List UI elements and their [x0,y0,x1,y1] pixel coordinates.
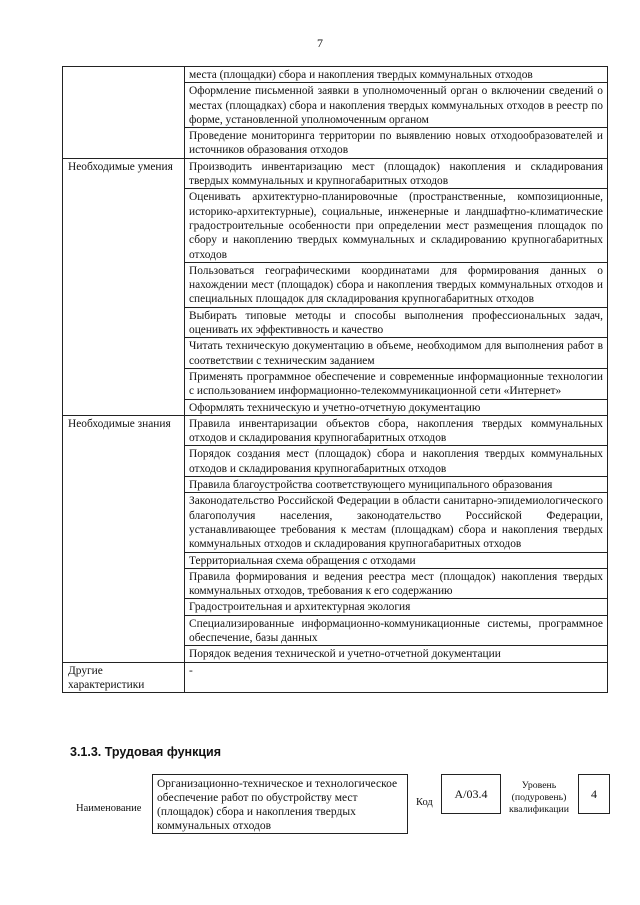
row-item: Территориальная схема обращения с отходами [185,552,608,568]
row-item: Проведение мониторинга территории по выявлению новых отходообразователей и источников образования отходов [185,128,608,159]
row-item: Специализированные информационно-коммуникационные системы, программное обеспечение, базы данных [185,615,608,646]
row-label [63,67,185,159]
function-name: Организационно-техническое и технологическое обеспечение работ по обустройству мест (площадок) сбора и накопления твердых коммунальных отходов [152,774,408,834]
table-row [63,415,608,446]
row-item: Пользоваться географическими координатами для формирования данных о нахождении мест (площадок) сбора и накопления твердых коммунальных отходов и специальных площадок для складирования крупногабаритных отходов [185,262,608,307]
function-code: A/03.4 [441,774,501,814]
row-item: Читать техническую документацию в объеме, необходимом для выполнения работ в соответствии с техническим заданием [185,338,608,369]
page-number: 7 [317,36,323,50]
row-item: Оформлять техническую и учетно-отчетную документацию [185,399,608,415]
row-item: Правила благоустройства соответствующего муниципального образования [185,477,608,493]
skills-table [62,66,608,693]
level-label: Уровень (подуровень) квалификации [508,780,570,815]
section-title: 3.1.3. Трудовая функция [70,745,222,759]
table-row [63,662,608,693]
row-item: Производить инвентаризацию мест (площадок) накопления и складирования твердых коммунальных и крупногабаритных отходов [185,158,608,189]
row-item: Выбирать типовые методы и способы выполнения профессиональных задач, оценивать их эффективность и качество [185,307,608,338]
code-label: Код [416,797,433,808]
row-item: Порядок создания мест (площадок) сбора и накопления твердых коммунальных отходов и складирования крупногабаритных отходов [185,446,608,477]
row-item: Правила формирования и ведения реестра мест (площадок) накопления твердых коммунальных отходов, требования к его содержанию [185,568,608,599]
row-item: Порядок ведения технической и учетно-отчетной документации [185,646,608,662]
row-item: Законодательство Российской Федерации в области санитарно-эпидемиологического благополучия населения, законодательство Российской Федерации, устанавливающее требования к местам (площадкам) сбора и накопления твердых коммунальных отходов и складирования крупногабаритных отходов [185,493,608,552]
row-item: места (площадки) сбора и накопления твердых коммунальных отходов [185,67,608,83]
table-row [63,158,608,189]
row-item: Градостроительная и архитектурная экология [185,599,608,615]
name-label: Наименование [76,803,142,814]
table-row [63,67,608,83]
row-label: Необходимые умения [63,158,185,415]
row-item: Оценивать архитектурно-планировочные (пространственные, композиционные, историко-архитектурные), социальные, инженерные и ландшафтно-климатические градостроительные особенности при определении мест размещения площадок по сбору и накоплению твердых коммунальных и складированию крупногабаритных отходов [185,189,608,262]
row-item: - [185,662,608,693]
row-label: Другие характеристики [63,662,185,693]
row-item: Оформление письменной заявки в уполномоченный орган о включении сведений о местах (площадках) сбора и накопления твердых коммунальных отходов в реестр по форме, установленной уполномоченным органом [185,83,608,128]
row-item: Правила инвентаризации объектов сбора, накопления твердых коммунальных отходов и складирования крупногабаритных отходов [185,415,608,446]
qualification-level: 4 [578,774,610,814]
row-item: Применять программное обеспечение и современные информационные технологии с использованием информационно-телекоммуникационной сети «Интернет» [185,368,608,399]
row-label: Необходимые знания [63,415,185,662]
